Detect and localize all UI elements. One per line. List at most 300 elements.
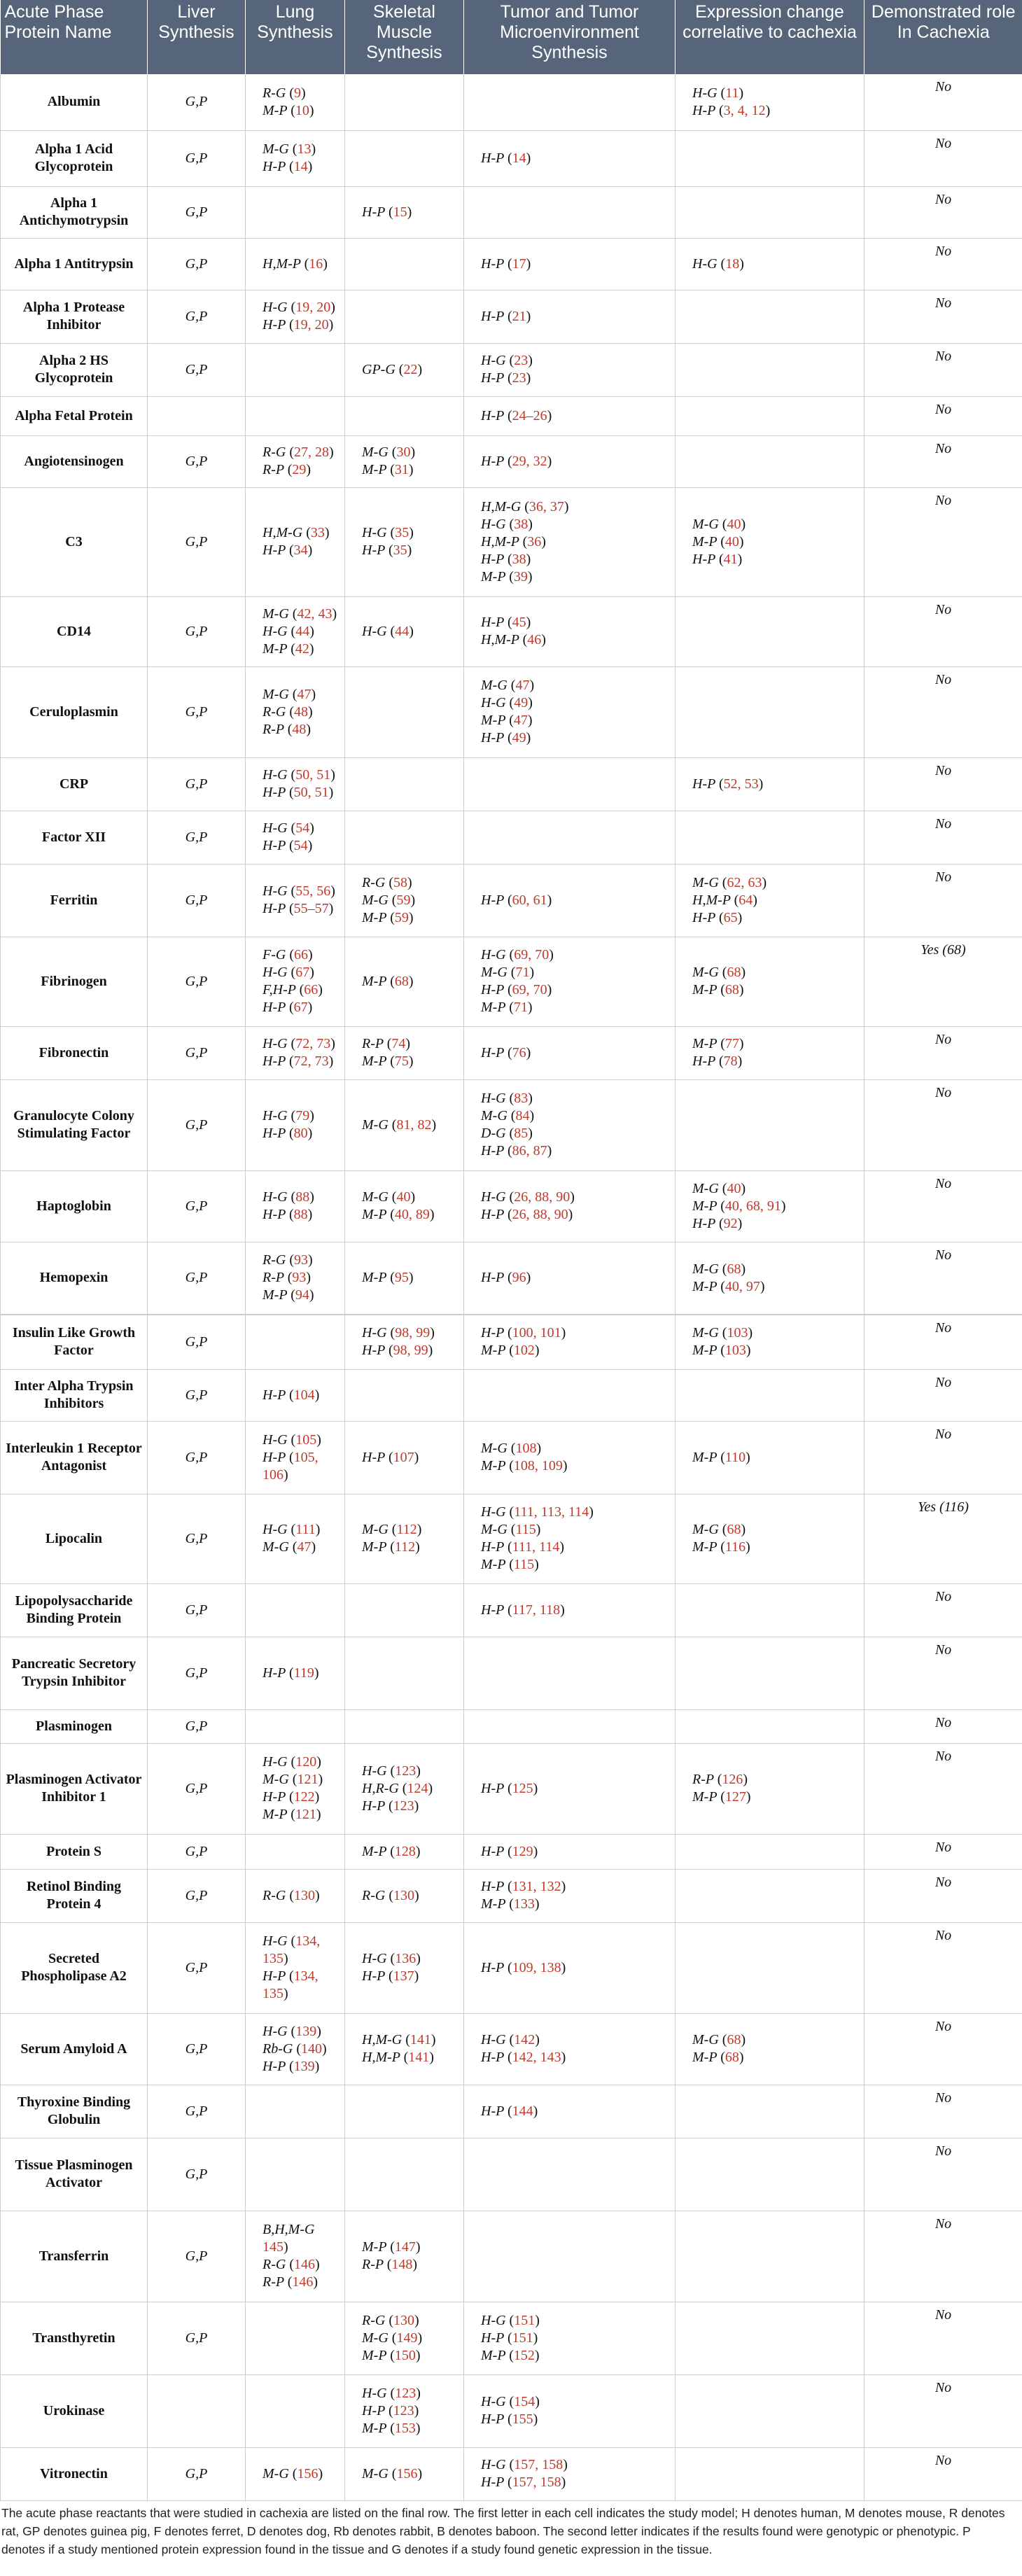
protein-name-cell: Secreted Phospholipase A2	[1, 1922, 148, 2013]
study-model-code: H-P	[262, 1665, 286, 1681]
reference-link[interactable]: 47	[513, 713, 528, 728]
reference-link[interactable]: 123	[395, 2385, 416, 2401]
tumor-synthesis-cell	[464, 2085, 676, 2138]
reference-link[interactable]: 39	[513, 568, 528, 584]
reference-link[interactable]: 156	[297, 2465, 318, 2482]
protein-name-cell: Interleukin 1 Receptor Antagonist	[1, 1421, 148, 1494]
liver-synthesis-cell: G,P	[148, 666, 246, 757]
reference-link[interactable]: 107	[393, 1449, 414, 1465]
study-model-code: R-G	[362, 2312, 386, 2328]
reference-link[interactable]: 102	[513, 1343, 535, 1359]
role-in-cachexia-cell: No	[864, 1637, 1022, 1709]
table-row	[1, 130, 1022, 186]
reference-link[interactable]: 36	[527, 533, 542, 550]
reference-link[interactable]: 96	[512, 1270, 526, 1286]
reference-link[interactable]: 23	[512, 370, 526, 386]
reference-link[interactable]: 133	[513, 1896, 535, 1912]
reference-link[interactable]: 35	[393, 542, 407, 558]
citation-entry: H-G (23)	[481, 353, 533, 368]
reference-link[interactable]: 18	[725, 255, 740, 272]
reference-link[interactable]: 135	[262, 1986, 284, 2001]
reference-link[interactable]: 98, 99	[393, 1343, 428, 1359]
lung-synthesis-cell	[246, 1242, 345, 1315]
reference-link[interactable]: 68	[727, 2032, 741, 2047]
table-row	[1, 1583, 1022, 1637]
expression-change-cell	[676, 811, 864, 864]
reference-link[interactable]: 80	[293, 1126, 308, 1141]
reference-link[interactable]: 55, 56	[295, 883, 331, 899]
role-in-cachexia-cell: Yes (68)	[864, 937, 1022, 1026]
study-model-code: H-P	[481, 1780, 504, 1796]
reference-link[interactable]: 49	[514, 695, 528, 710]
reference-link[interactable]: 38	[512, 551, 526, 567]
reference-link[interactable]: 139	[295, 2023, 317, 2039]
role-in-cachexia-cell: No	[864, 2374, 1022, 2447]
reference-link[interactable]: 155	[512, 2412, 533, 2427]
header-row	[1, 0, 1022, 74]
reference-link[interactable]: 120	[295, 1754, 317, 1770]
study-model-code: M-G	[481, 1522, 507, 1537]
citation-entry: H,M-G (33)	[262, 525, 330, 540]
reference-link[interactable]: 84	[515, 1108, 530, 1124]
reference-link[interactable]: 110	[724, 1449, 746, 1465]
tumor-synthesis-cell	[464, 811, 676, 864]
reference-link[interactable]: 54	[295, 820, 310, 836]
reference-link[interactable]: 52, 53	[723, 776, 759, 792]
reference-link[interactable]: 130	[393, 1887, 414, 1903]
reference-link[interactable]: 137	[393, 1968, 414, 1984]
role-in-cachexia-cell: No	[864, 1315, 1022, 1369]
citation-entry: H-P (107)	[362, 1449, 419, 1465]
role-in-cachexia-cell: No	[864, 596, 1022, 666]
reference-link[interactable]: 83	[514, 1091, 528, 1106]
reference-link[interactable]: 13	[297, 141, 312, 157]
table-row	[1, 1743, 1022, 1834]
table-row	[1, 1834, 1022, 1869]
citation-entry: H-G (142)	[481, 2032, 540, 2047]
reference-link[interactable]: 48	[294, 704, 308, 720]
reference-link[interactable]: 119	[293, 1665, 314, 1681]
study-model-code: M-G	[262, 606, 289, 622]
table-row	[1, 2374, 1022, 2447]
reference-link[interactable]: 78	[723, 1054, 738, 1069]
reference-link[interactable]: 144	[512, 2103, 533, 2119]
reference-link[interactable]: 68	[727, 965, 741, 980]
citation-entry: H-G (157, 158)	[481, 2457, 568, 2472]
study-model-code: M-G	[692, 874, 719, 890]
reference-link[interactable]: 47	[515, 678, 530, 693]
protein-name-cell: Urokinase	[1, 2374, 148, 2447]
reference-link[interactable]: 88	[293, 1207, 308, 1222]
reference-link[interactable]: 67	[295, 965, 310, 980]
study-model-code: H-P	[262, 1968, 286, 1984]
study-model-code: M-P	[692, 1036, 718, 1051]
liver-synthesis-cell: G,P	[148, 1494, 246, 1583]
reference-link[interactable]: 109, 138	[512, 1959, 561, 1975]
reference-link[interactable]: 157, 158	[514, 2457, 564, 2472]
citation-entry: M-P (95)	[362, 1270, 414, 1286]
reference-link[interactable]: 92	[723, 1215, 738, 1231]
citation-entry: M-G (47)	[262, 1539, 316, 1555]
expression-change-cell	[676, 937, 864, 1026]
reference-link[interactable]: 93	[292, 1270, 307, 1286]
role-in-cachexia-cell: No	[864, 435, 1022, 487]
reference-link[interactable]: 112	[396, 1522, 417, 1537]
reference-link[interactable]: 38	[514, 516, 528, 532]
reference-link[interactable]: 67	[293, 1000, 308, 1015]
reference-link[interactable]: 147	[394, 2239, 416, 2255]
reference-link[interactable]: 86, 87	[512, 1143, 547, 1158]
reference-link[interactable]: 136	[395, 1951, 416, 1966]
reference-link[interactable]: 68	[727, 1261, 741, 1277]
tumor-synthesis-cell	[464, 2302, 676, 2374]
reference-link[interactable]: 29	[292, 462, 307, 477]
muscle-synthesis-cell	[345, 435, 464, 487]
study-model-code: M-G	[362, 1522, 388, 1537]
reference-link[interactable]: 68	[394, 973, 409, 989]
reference-link[interactable]: 145	[262, 2239, 284, 2255]
reference-link[interactable]: 131, 132	[512, 1879, 561, 1894]
reference-link[interactable]: 55–57	[293, 901, 329, 916]
reference-link[interactable]: 130	[294, 1887, 315, 1903]
reference-link[interactable]: 16	[309, 255, 323, 272]
table-row	[1, 757, 1022, 811]
reference-link[interactable]: 134,	[295, 1933, 321, 1949]
reference-link[interactable]: 3, 4, 12	[723, 102, 766, 118]
citation-entry: H-P (49)	[481, 730, 531, 746]
reference-link[interactable]: 40	[396, 1189, 411, 1205]
reference-link[interactable]: 42, 43	[297, 606, 332, 622]
study-model-code: H-G	[262, 965, 288, 980]
citation-entry: M-P (103)	[692, 1343, 751, 1359]
lung-synthesis-cell	[246, 596, 345, 666]
study-model-code: M-P	[481, 1343, 506, 1359]
reference-link[interactable]: 27, 28	[294, 444, 329, 460]
reference-link[interactable]: 88	[295, 1189, 310, 1205]
reference-link[interactable]: 150	[394, 2347, 416, 2363]
reference-link[interactable]: 121	[295, 1807, 316, 1822]
reference-link[interactable]: 77	[724, 1036, 739, 1051]
reference-link[interactable]: 40	[724, 533, 739, 550]
citation-entry: H-P (139)	[262, 2058, 320, 2074]
citation-entry: M-G (40)	[692, 516, 746, 532]
reference-link[interactable]: 123	[395, 1763, 416, 1779]
reference-link[interactable]: 71	[515, 965, 530, 980]
study-model-code: M-G	[692, 965, 719, 980]
reference-link[interactable]: 54	[293, 838, 308, 853]
study-model-code: M-P	[692, 1278, 718, 1294]
study-model-code: M-P	[362, 1539, 387, 1555]
reference-link[interactable]: 19, 20	[295, 300, 331, 315]
reference-link[interactable]: 22	[403, 361, 418, 377]
citation-entry: H-G (54)	[262, 820, 314, 836]
reference-link[interactable]: 111, 113, 114	[514, 1504, 589, 1520]
reference-link[interactable]: 15	[393, 204, 407, 220]
protein-name-cell: Hemopexin	[1, 1242, 148, 1315]
citation-entry: M-P (31)	[362, 462, 414, 477]
study-model-code: M-P	[362, 909, 387, 925]
reference-link[interactable]: 40	[727, 516, 741, 532]
study-model-code: M-P	[362, 2347, 387, 2363]
reference-link[interactable]: 154	[514, 2394, 536, 2409]
citation-entry: M-G (71)	[481, 965, 535, 980]
expression-change-cell	[676, 1922, 864, 2013]
reference-link[interactable]: 23	[514, 353, 528, 368]
reference-link[interactable]: 81, 82	[396, 1116, 432, 1133]
reference-link[interactable]: 148	[391, 2257, 413, 2272]
reference-link[interactable]: 124	[407, 1780, 428, 1796]
reference-link[interactable]: 117, 118	[512, 1602, 561, 1618]
reference-link[interactable]: 121	[297, 1772, 318, 1787]
table-row	[1, 1315, 1022, 1369]
reference-link[interactable]: 141	[408, 2050, 430, 2065]
reference-link[interactable]: 66	[294, 947, 308, 962]
study-model-code: H-P	[481, 1539, 504, 1555]
citation-entry: M-G (59)	[362, 892, 416, 908]
study-model-code: H-P	[481, 982, 504, 997]
expression-change-cell	[676, 1869, 864, 1922]
reference-link[interactable]: 116	[724, 1539, 746, 1555]
reference-link[interactable]: 122	[293, 1789, 315, 1805]
reference-link[interactable]: 46	[527, 632, 542, 648]
citation-entry: H-G (154)	[481, 2394, 540, 2409]
liver-synthesis-cell: G,P	[148, 487, 246, 596]
reference-link[interactable]: 47	[297, 686, 312, 702]
reference-link[interactable]: 40, 89	[394, 1207, 430, 1222]
reference-link[interactable]: 105,	[293, 1449, 318, 1465]
reference-link[interactable]: 149	[396, 2330, 418, 2346]
reference-link[interactable]: 111, 114	[512, 1539, 560, 1555]
reference-link[interactable]: 157, 158	[512, 2474, 561, 2490]
reference-link[interactable]: 126	[722, 1772, 743, 1787]
expression-change-cell	[676, 2374, 864, 2447]
study-model-code: H-P	[362, 1968, 385, 1984]
reference-link[interactable]: 141	[410, 2032, 431, 2047]
reference-link[interactable]: 112	[394, 1539, 416, 1555]
reference-link[interactable]: 130	[393, 2312, 414, 2328]
citation-entry: H-P (122)	[262, 1789, 320, 1805]
reference-link[interactable]: 93	[294, 1252, 308, 1268]
tumor-synthesis-cell	[464, 666, 676, 757]
study-model-code: H-P	[362, 542, 385, 558]
reference-link[interactable]: 74	[391, 1036, 406, 1051]
tumor-synthesis-cell	[464, 130, 676, 186]
lung-synthesis-cell	[246, 435, 345, 487]
reference-link[interactable]: 45	[512, 615, 526, 630]
reference-link[interactable]: 60, 61	[512, 892, 547, 908]
reference-link[interactable]: 68	[724, 2050, 739, 2065]
protein-name-cell: Alpha 1 Protease Inhibitor	[1, 290, 148, 343]
reference-link[interactable]: 79	[295, 1108, 310, 1124]
reference-link[interactable]: 146	[294, 2257, 315, 2272]
reference-link[interactable]: 142, 143	[512, 2050, 561, 2065]
reference-link[interactable]: 115	[513, 1557, 535, 1572]
reference-link[interactable]: 123	[393, 2402, 414, 2418]
reference-link[interactable]: 68	[724, 982, 739, 997]
study-model-code: H-G	[262, 623, 288, 639]
protein-name-cell: Lipopolysaccharide Binding Protein	[1, 1583, 148, 1637]
reference-link[interactable]: 104	[293, 1387, 315, 1403]
reference-link[interactable]: 151	[512, 2330, 533, 2346]
citation-entry: M-P (77)	[692, 1036, 744, 1051]
reference-link[interactable]: 106	[262, 1466, 284, 1483]
reference-link[interactable]: 9	[294, 85, 301, 101]
muscle-synthesis-cell	[345, 186, 464, 238]
muscle-synthesis-cell	[345, 666, 464, 757]
reference-link[interactable]: 76	[512, 1044, 526, 1060]
reference-link[interactable]: 146	[292, 2274, 314, 2290]
liver-synthesis-cell: G,P	[148, 130, 246, 186]
citation-entry: H-G (18)	[692, 255, 744, 272]
citation-entry: M-G (68)	[692, 965, 746, 980]
reference-link[interactable]: 108	[515, 1441, 537, 1456]
study-model-code: H-G	[481, 947, 506, 962]
reference-link[interactable]: 31	[394, 462, 409, 477]
citation-entry: R-G (130)	[362, 1887, 419, 1903]
citation-entry: H-G (35)	[362, 525, 414, 540]
reference-link[interactable]: 129	[512, 1843, 533, 1859]
reference-link[interactable]: 50, 51	[293, 785, 329, 800]
reference-link[interactable]: 59	[396, 892, 411, 908]
study-model-code: M-P	[362, 2420, 387, 2436]
expression-change-cell	[676, 1421, 864, 1494]
reference-link[interactable]: 153	[394, 2420, 416, 2436]
study-model-code: H-G	[262, 2023, 288, 2039]
citation-entry: M-G (81, 82)	[362, 1116, 437, 1133]
reference-link[interactable]: 21	[512, 308, 526, 324]
study-model-code: M-G	[692, 516, 719, 532]
tumor-synthesis-cell	[464, 1637, 676, 1709]
study-model-code: H-G	[481, 2032, 506, 2047]
reference-link[interactable]: 111	[295, 1522, 316, 1537]
reference-link[interactable]: 14	[512, 150, 526, 166]
reference-link[interactable]: 139	[293, 2058, 315, 2074]
reference-link[interactable]: 127	[724, 1789, 746, 1805]
reference-link[interactable]: 35	[395, 525, 410, 540]
reference-link[interactable]: 40, 97	[724, 1278, 760, 1294]
reference-link[interactable]: 59	[394, 909, 409, 925]
reference-link[interactable]: 11	[725, 85, 739, 101]
reference-link[interactable]: 105	[295, 1432, 317, 1448]
study-model-code: H-P	[692, 102, 715, 118]
protein-name-cell: Angiotensinogen	[1, 435, 148, 487]
reference-link[interactable]: 40	[727, 1180, 741, 1196]
reference-link[interactable]: 151	[514, 2312, 536, 2328]
citation-entry: H-P (45)	[481, 615, 531, 630]
reference-link[interactable]: 65	[723, 909, 738, 925]
reference-link[interactable]: 68	[727, 1522, 741, 1537]
reference-link[interactable]: 10	[295, 102, 309, 118]
reference-link[interactable]: 98, 99	[395, 1325, 430, 1341]
role-in-cachexia-cell: No	[864, 487, 1022, 596]
table-row	[1, 487, 1022, 596]
reference-link[interactable]: 14	[293, 159, 308, 174]
reference-link[interactable]: 29, 32	[512, 453, 547, 469]
reference-link[interactable]: 142	[514, 2032, 536, 2047]
citation-entry: M-G (68)	[692, 1522, 746, 1537]
citation-entry: M-P (152)	[481, 2347, 540, 2363]
reference-link[interactable]: 71	[513, 1000, 528, 1015]
citation-entry: H-P (142, 143)	[481, 2050, 566, 2065]
reference-link[interactable]: 26, 88, 90	[514, 1189, 570, 1205]
reference-link[interactable]: 64	[738, 892, 753, 908]
expression-change-cell	[676, 666, 864, 757]
reference-link[interactable]: 50, 51	[295, 767, 331, 783]
reference-link[interactable]: 58	[393, 874, 407, 890]
reference-link[interactable]: 75	[394, 1054, 409, 1069]
reference-link[interactable]: 44	[395, 623, 410, 639]
reference-link[interactable]: 47	[297, 1539, 312, 1555]
reference-link[interactable]: 135	[262, 1951, 284, 1966]
reference-link[interactable]: 42	[295, 640, 309, 657]
muscle-synthesis-cell	[345, 290, 464, 343]
reference-link[interactable]: 66	[304, 982, 318, 997]
reference-link[interactable]: 140	[301, 2040, 322, 2057]
reference-link[interactable]: 95	[394, 1270, 409, 1286]
protein-name-cell: Vitronectin	[1, 2447, 148, 2500]
citation-entry: H-P (119)	[262, 1665, 319, 1681]
reference-link[interactable]: 48	[292, 721, 307, 737]
reference-link[interactable]: 34	[293, 542, 308, 558]
tumor-synthesis-cell	[464, 2374, 676, 2447]
study-model-code: M-P	[692, 1449, 718, 1465]
reference-link[interactable]: 24–26	[512, 407, 547, 424]
protein-name-cell: Alpha Fetal Protein	[1, 396, 148, 435]
expression-change-cell	[676, 1743, 864, 1834]
reference-link[interactable]: 128	[394, 1843, 416, 1859]
tumor-synthesis-cell	[464, 2138, 676, 2211]
reference-link[interactable]: 156	[396, 2465, 418, 2482]
reference-link[interactable]: 36, 37	[528, 498, 564, 514]
reference-link[interactable]: 69, 70	[514, 947, 550, 962]
reference-link[interactable]: 17	[512, 255, 526, 272]
reference-link[interactable]: 26, 88, 90	[512, 1207, 568, 1222]
reference-link[interactable]: 33	[310, 525, 325, 540]
expression-change-cell	[676, 487, 864, 596]
table-row	[1, 937, 1022, 1026]
reference-link[interactable]: 115	[515, 1522, 536, 1537]
reference-link[interactable]: 85	[514, 1126, 528, 1141]
reference-link[interactable]: 108, 109	[513, 1458, 563, 1474]
reference-link[interactable]: 103	[724, 1343, 746, 1359]
reference-link[interactable]: 30	[396, 444, 411, 460]
reference-link[interactable]: 41	[723, 551, 738, 567]
reference-link[interactable]: 134,	[293, 1968, 318, 1984]
reference-link[interactable]: 40, 68, 91	[724, 1198, 781, 1214]
study-model-code: M-P	[362, 1207, 387, 1222]
reference-link[interactable]: 125	[512, 1780, 533, 1796]
reference-link[interactable]: 62, 63	[727, 874, 762, 890]
protein-name-cell: Tissue Plasminogen Activator	[1, 2138, 148, 2211]
reference-link[interactable]: 19, 20	[293, 317, 329, 332]
reference-link[interactable]: 103	[727, 1325, 748, 1341]
role-in-cachexia-cell: No	[864, 2138, 1022, 2211]
citation-entry: R-G (93)	[262, 1252, 313, 1268]
reference-link[interactable]: 72, 73	[293, 1054, 329, 1069]
reference-link[interactable]: 44	[295, 623, 310, 639]
reference-link[interactable]: 123	[393, 1798, 414, 1814]
reference-link[interactable]: 100, 101	[512, 1325, 561, 1341]
reference-link[interactable]: 49	[512, 730, 526, 746]
study-model-code: H-P	[481, 615, 504, 630]
study-model-code: H-G	[481, 1091, 506, 1106]
reference-link[interactable]: 152	[513, 2347, 535, 2363]
tumor-synthesis-cell	[464, 74, 676, 130]
reference-link[interactable]: 72, 73	[295, 1036, 331, 1051]
reference-link[interactable]: 94	[295, 1287, 309, 1303]
liver-synthesis-cell: G,P	[148, 1583, 246, 1637]
reference-link[interactable]: 69, 70	[512, 982, 547, 997]
